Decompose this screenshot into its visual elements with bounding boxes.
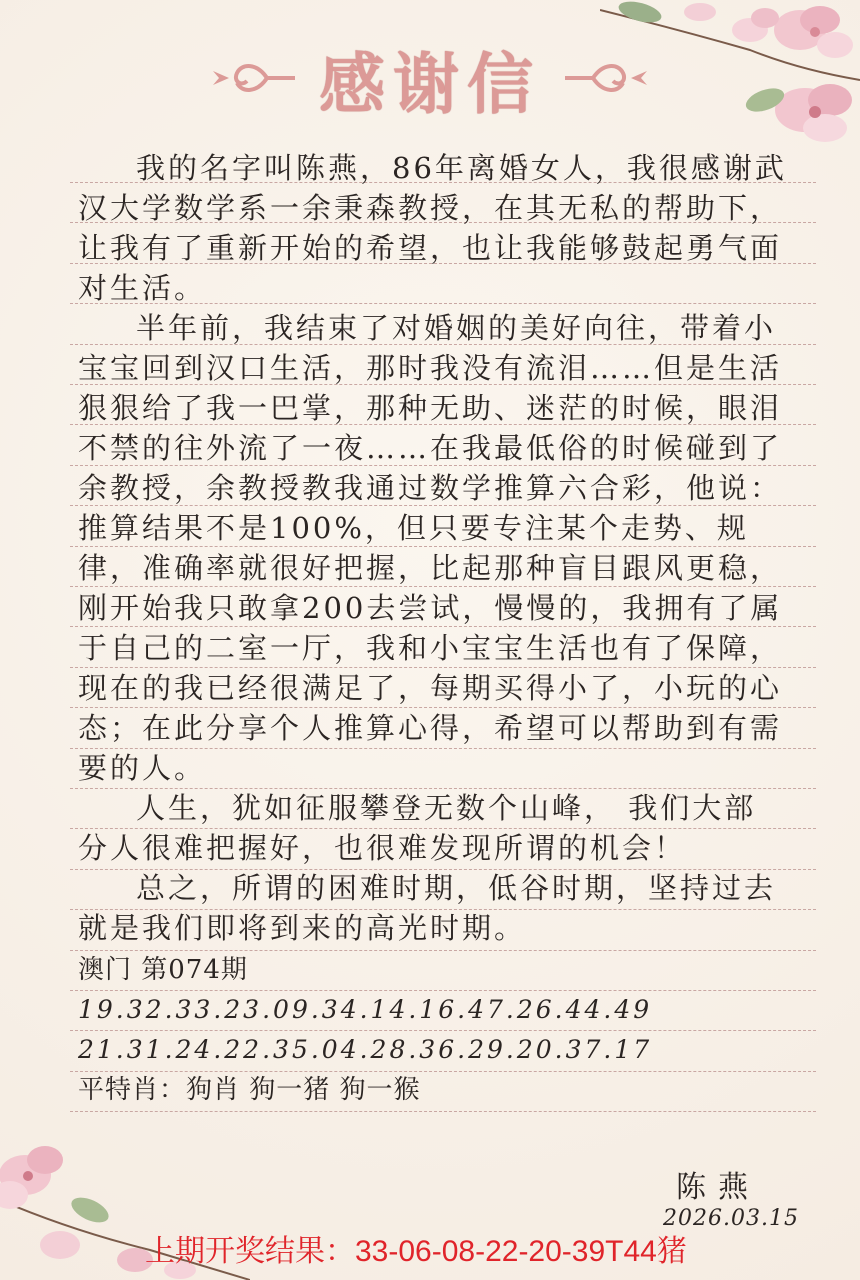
letter-title: 感谢信	[319, 45, 541, 123]
letter-body	[78, 148, 788, 948]
previous-result-text: 上期开奖结果：33-06-08-22-20-39T44猪	[145, 1235, 687, 1268]
lottery-zodiac: 平特肖：狗肖 狗一猪 狗一猴	[78, 1075, 421, 1105]
paragraph-intro: 我的名字叫陈燕，86年离婚女人，我很感谢武汉大学数学系一余秉森教授，在其无私的帮助下，让我有了重新开始的希望，也让我能够鼓起勇气面对生活。	[78, 151, 787, 305]
ruled-line	[70, 1111, 816, 1112]
paragraph-life: 人生，犹如征服攀登无数个山峰， 我们大部分人很难把握好，也很难发现所谓的机会！	[78, 791, 757, 865]
lottery-numbers-line-2: 21.31.24.22.35.04.28.36.29.20.37.17	[78, 1035, 653, 1064]
lottery-section	[78, 950, 798, 1110]
flourish-left-icon	[207, 53, 297, 103]
signature: 陈燕	[676, 1170, 760, 1205]
paragraph-story: 半年前，我结束了对婚姻的美好向往，带着小宝宝回到汉口生活，那时我没有流泪……但是生活狠狠给了我一巴掌，那种无助、迷茫的时候，眼泪不禁的往外流了一夜……在我最低俗的时候碰到了余教授，余教授教我通过数学推算六合彩，他说：推算结果不是100%，但只要专注某个走势、规律，准确率就很好把握，比起那种盲目跟风更稳，刚开始我只敢拿200去尝试，慢慢的，我拥有了属于自己的二室一厅，我和小宝宝生活也有了保障，现在的我已经很满足了，每期买得小了，小玩的心态；在此分享个人推算心得，希望可以帮助到有需要的人。	[78, 311, 783, 785]
lottery-header: 澳门 第074期	[78, 955, 248, 985]
letter-date: 2026.03.15	[663, 1206, 799, 1231]
flourish-right-icon	[563, 53, 653, 103]
lottery-numbers-line-1: 19.32.33.23.09.34.14.16.47.26.44.49	[78, 995, 653, 1024]
title-area	[0, 28, 860, 128]
paragraph-conclusion: 总之，所谓的困难时期，低谷时期，坚持过去就是我们即将到来的高光时期。	[78, 871, 777, 945]
